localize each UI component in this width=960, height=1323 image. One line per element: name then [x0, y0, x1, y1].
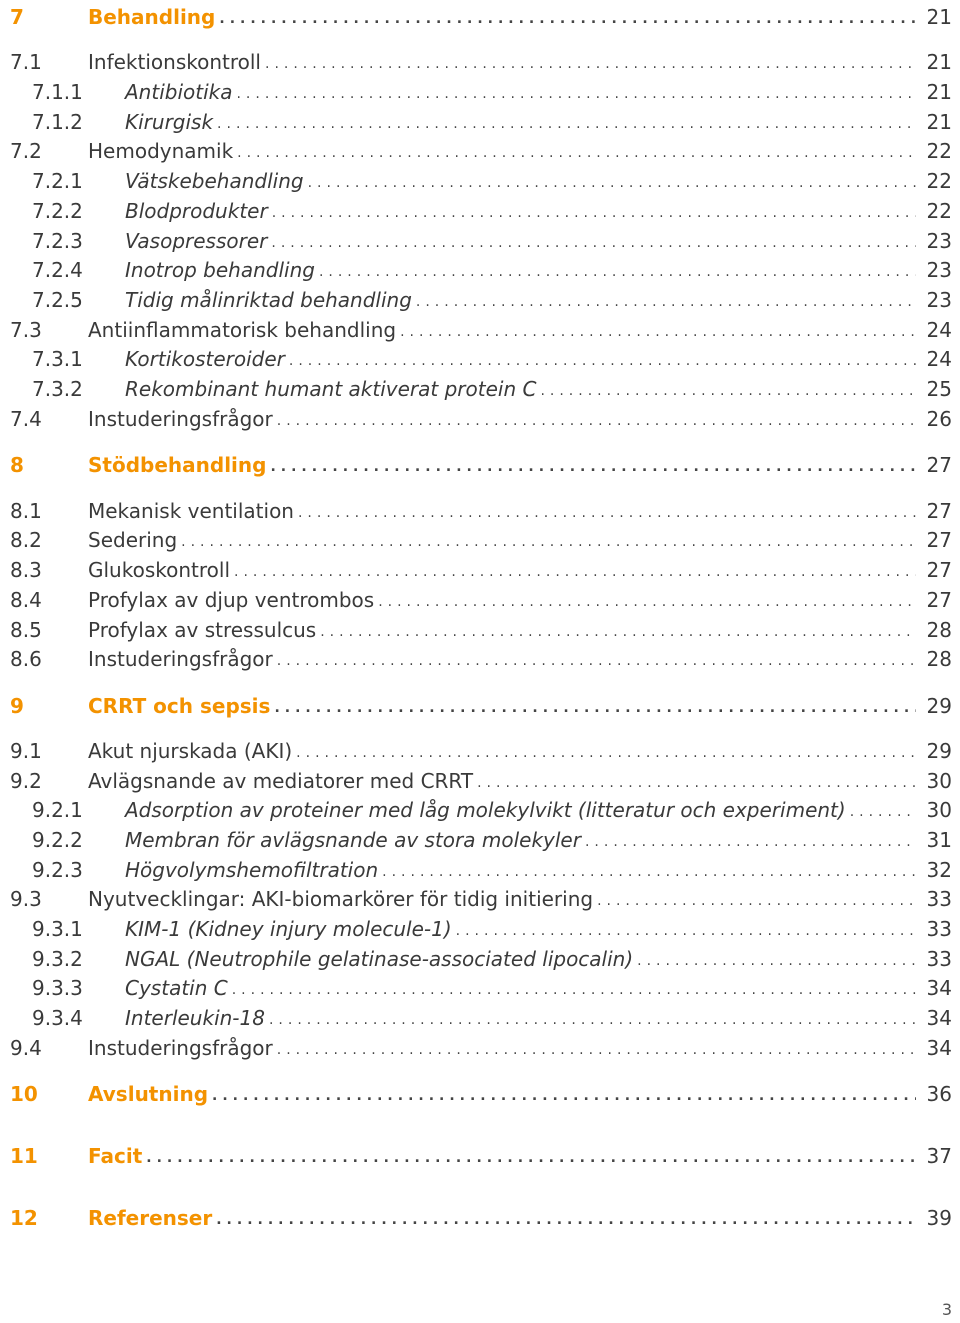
- toc-entry-page: 21: [926, 110, 952, 134]
- dot-leader: [378, 596, 916, 608]
- toc-entry-page: 30: [926, 798, 952, 822]
- toc-entry-page: 27: [926, 453, 952, 477]
- toc-entry-title: Kirurgisk: [125, 110, 214, 134]
- toc-entry[interactable]: [10, 105, 960, 135]
- toc-entry-title: Interleukin-18: [125, 1006, 265, 1030]
- toc-entry[interactable]: [10, 45, 960, 75]
- toc-entry-page: 25: [926, 377, 952, 401]
- dot-leader: [320, 626, 916, 638]
- toc-entry-number: 7: [10, 5, 24, 29]
- dot-leader: [181, 536, 916, 548]
- toc-entry[interactable]: [10, 689, 960, 719]
- toc-entry[interactable]: [10, 734, 960, 764]
- toc-entry-page: 28: [926, 618, 952, 642]
- toc-entry-page: 21: [926, 5, 952, 29]
- dot-leader: [236, 88, 916, 100]
- toc-entry-title: Blodprodukter: [125, 199, 268, 223]
- page-number: 3: [941, 1300, 952, 1319]
- toc-entry-page: 33: [926, 887, 952, 911]
- toc-entry-title: KIM-1 (Kidney injury molecule-1): [125, 917, 452, 941]
- toc-entry[interactable]: [10, 971, 960, 1001]
- toc-entry-number: 9.3: [10, 887, 42, 911]
- toc-entry-title: Antiinflammatorisk behandling: [88, 318, 397, 342]
- toc-entry[interactable]: [10, 283, 960, 313]
- dot-leader: [308, 177, 916, 189]
- dot-leader: [272, 207, 916, 219]
- toc-entry-title: CRRT och sepsis: [88, 694, 271, 718]
- dot-leader: [319, 266, 916, 278]
- toc-entry[interactable]: [10, 1139, 960, 1169]
- dot-leader: [232, 984, 916, 996]
- toc-entry-number: 7.2: [10, 139, 42, 163]
- toc-entry-page: 34: [926, 1006, 952, 1030]
- toc-entry-title: Rekombinant humant aktiverat protein C: [125, 377, 537, 401]
- toc-entry-title: Referenser: [88, 1206, 213, 1230]
- toc-entry[interactable]: [10, 764, 960, 794]
- toc-entry-number: 7.3: [10, 318, 42, 342]
- dot-leader: [274, 702, 916, 714]
- toc-entry-title: Instuderingsfrågor: [88, 407, 273, 431]
- toc-entry-number: 7.2.2: [32, 199, 83, 223]
- toc-entry-page: 27: [926, 588, 952, 612]
- dot-leader: [585, 836, 916, 848]
- toc-entry-number: 8.4: [10, 588, 42, 612]
- toc-entry-title: Profylax av djup ventrombos: [88, 588, 375, 612]
- toc-entry-number: 8.5: [10, 618, 42, 642]
- toc-entry-title: Facit: [88, 1144, 143, 1168]
- toc-entry-number: 9.3.1: [32, 917, 83, 941]
- toc-entry-number: 8.2: [10, 528, 42, 552]
- toc-entry-title: Antibiotika: [125, 80, 233, 104]
- toc-entry[interactable]: [10, 1077, 960, 1107]
- toc-entry-number: 7.1.1: [32, 80, 83, 104]
- toc-entry-title: Instuderingsfrågor: [88, 647, 273, 671]
- toc-entry-page: 33: [926, 917, 952, 941]
- toc-entry[interactable]: [10, 75, 960, 105]
- toc-entry[interactable]: [10, 1031, 960, 1061]
- dot-leader: [277, 655, 916, 667]
- dot-leader: [269, 1014, 916, 1026]
- toc-entry-number: 11: [10, 1144, 38, 1168]
- toc-entry-number: 7.3.2: [32, 377, 83, 401]
- dot-leader: [219, 13, 916, 25]
- toc-entry-page: 23: [926, 229, 952, 253]
- toc-entry[interactable]: [10, 553, 960, 583]
- toc-entry-page: 34: [926, 1036, 952, 1060]
- toc-entry-page: 31: [926, 828, 952, 852]
- toc-entry[interactable]: [10, 134, 960, 164]
- toc-entry-title: Högvolymshemofiltration: [125, 858, 379, 882]
- toc-entry[interactable]: [10, 342, 960, 372]
- dot-leader: [216, 1214, 916, 1226]
- toc-entry-page: 34: [926, 976, 952, 1000]
- toc-entry-number: 9.1: [10, 739, 42, 763]
- toc-entry[interactable]: [10, 1001, 960, 1031]
- toc-entry[interactable]: [10, 613, 960, 643]
- toc-entry-title: Stödbehandling: [88, 453, 267, 477]
- toc-entry[interactable]: [10, 313, 960, 343]
- toc-entry-title: Profylax av stressulcus: [88, 618, 317, 642]
- toc-entry-number: 7.2.5: [32, 288, 83, 312]
- toc-entry-number: 7.2.3: [32, 229, 83, 253]
- toc-entry-page: 27: [926, 499, 952, 523]
- dot-leader: [456, 925, 916, 937]
- toc-entry-number: 7.1.2: [32, 110, 83, 134]
- toc-entry-title: Infektionskontroll: [88, 50, 261, 74]
- dot-leader: [277, 1044, 916, 1056]
- dot-leader: [217, 118, 916, 130]
- dot-leader: [234, 566, 916, 578]
- toc-entry-title: Glukoskontroll: [88, 558, 231, 582]
- toc-entry-number: 7.1: [10, 50, 42, 74]
- toc-entry-number: 9.3.3: [32, 976, 83, 1000]
- dot-leader: [289, 355, 916, 367]
- toc-entry-page: 29: [926, 739, 952, 763]
- toc-entry-page: 27: [926, 528, 952, 552]
- toc-entry-page: 32: [926, 858, 952, 882]
- toc-entry-page: 30: [926, 769, 952, 793]
- dot-leader: [637, 955, 916, 967]
- toc-entry[interactable]: [10, 912, 960, 942]
- toc-entry-title: Tidig målinriktad behandling: [125, 288, 412, 312]
- toc-entry-number: 8.6: [10, 647, 42, 671]
- toc-entry-page: 36: [926, 1082, 952, 1106]
- toc-entry-number: 8.3: [10, 558, 42, 582]
- toc-entry-page: 22: [926, 199, 952, 223]
- toc-entry[interactable]: [10, 494, 960, 524]
- toc-entry-number: 9.4: [10, 1036, 42, 1060]
- toc-entry[interactable]: [10, 523, 960, 553]
- toc-entry-number: 9.2.3: [32, 858, 83, 882]
- toc-entry-title: Vätskebehandling: [125, 169, 304, 193]
- dot-leader: [382, 866, 916, 878]
- toc-entry-number: 7.2.1: [32, 169, 83, 193]
- dot-leader: [270, 461, 916, 473]
- toc-entry[interactable]: [10, 1201, 960, 1231]
- dot-leader: [265, 58, 916, 70]
- toc-entry[interactable]: [10, 942, 960, 972]
- toc-entry-number: 7.2.4: [32, 258, 83, 282]
- dot-leader: [597, 895, 916, 907]
- toc-entry-title: Adsorption av proteiner med låg molekylvikt (litteratur och experiment): [125, 798, 846, 822]
- dot-leader: [416, 296, 916, 308]
- dot-leader: [212, 1090, 916, 1102]
- dot-leader: [271, 237, 916, 249]
- toc-entry-title: Kortikosteroider: [125, 347, 285, 371]
- toc-entry-number: 8.1: [10, 499, 42, 523]
- toc-entry[interactable]: [10, 253, 960, 283]
- toc-entry-title: Instuderingsfrågor: [88, 1036, 273, 1060]
- toc-entry[interactable]: [10, 194, 960, 224]
- toc-entry-title: Nyutvecklingar: AKI-biomarkörer för tidig initiering: [88, 887, 594, 911]
- toc-entry-title: Avlägsnande av mediatorer med CRRT: [88, 769, 474, 793]
- toc-entry[interactable]: [10, 224, 960, 254]
- toc-entry-page: 21: [926, 80, 952, 104]
- toc-entry-title: Behandling: [88, 5, 216, 29]
- toc-entry-number: 12: [10, 1206, 38, 1230]
- toc-entry[interactable]: [10, 793, 960, 823]
- toc-entry-number: 7.3.1: [32, 347, 83, 371]
- toc-entry-title: Cystatin C: [125, 976, 228, 1000]
- toc-entry-page: 39: [926, 1206, 952, 1230]
- toc-entry-title: Membran för avlägsnande av stora molekyler: [125, 828, 581, 852]
- toc-entry-number: 9.2.2: [32, 828, 83, 852]
- toc-entry[interactable]: [10, 882, 960, 912]
- dot-leader: [296, 747, 916, 759]
- toc-entry[interactable]: [10, 0, 960, 30]
- toc-entry-page: 24: [926, 347, 952, 371]
- dot-leader: [298, 507, 916, 519]
- toc-entry-title: Mekanisk ventilation: [88, 499, 294, 523]
- dot-leader: [237, 147, 916, 159]
- toc-entry-page: 22: [926, 169, 952, 193]
- toc-entry-title: NGAL (Neutrophile gelatinase-associated lipocalin): [125, 947, 634, 971]
- toc-entry-number: 10: [10, 1082, 38, 1106]
- toc-entry-page: 29: [926, 694, 952, 718]
- toc-entry[interactable]: [10, 823, 960, 853]
- dot-leader: [400, 326, 916, 338]
- dot-leader: [277, 415, 916, 427]
- toc-entry[interactable]: [10, 448, 960, 478]
- toc-entry-title: Akut njurskada (AKI): [88, 739, 293, 763]
- dot-leader: [477, 777, 916, 789]
- toc-entry-page: 27: [926, 558, 952, 582]
- toc-entry[interactable]: [10, 642, 960, 672]
- toc-entry-number: 7.4: [10, 407, 42, 431]
- toc-entry-page: 22: [926, 139, 952, 163]
- toc-entry-page: 23: [926, 288, 952, 312]
- toc-entry[interactable]: [10, 853, 960, 883]
- toc-entry-page: 37: [926, 1144, 952, 1168]
- toc-entry[interactable]: [10, 164, 960, 194]
- toc-entry-title: Sedering: [88, 528, 178, 552]
- toc-entry[interactable]: [10, 372, 960, 402]
- toc-entry[interactable]: [10, 402, 960, 432]
- toc-entry-number: 9.3.2: [32, 947, 83, 971]
- dot-leader: [850, 806, 916, 818]
- toc-entry-number: 9.3.4: [32, 1006, 83, 1030]
- toc-entry-title: Vasopressorer: [125, 229, 268, 253]
- dot-leader: [540, 385, 916, 397]
- toc-entry-title: Inotrop behandling: [125, 258, 315, 282]
- toc-entry-page: 23: [926, 258, 952, 282]
- toc-entry-page: 33: [926, 947, 952, 971]
- toc-entry-number: 9.2.1: [32, 798, 83, 822]
- dot-leader: [146, 1152, 916, 1164]
- toc-entry-page: 21: [926, 50, 952, 74]
- toc-entry-page: 24: [926, 318, 952, 342]
- toc-entry-number: 9: [10, 694, 24, 718]
- toc-entry-page: 26: [926, 407, 952, 431]
- toc-entry-title: Hemodynamik: [88, 139, 234, 163]
- toc-entry-number: 9.2: [10, 769, 42, 793]
- toc-entry-page: 28: [926, 647, 952, 671]
- toc-entry[interactable]: [10, 583, 960, 613]
- toc-entry-number: 8: [10, 453, 24, 477]
- toc-entry-title: Avslutning: [88, 1082, 209, 1106]
